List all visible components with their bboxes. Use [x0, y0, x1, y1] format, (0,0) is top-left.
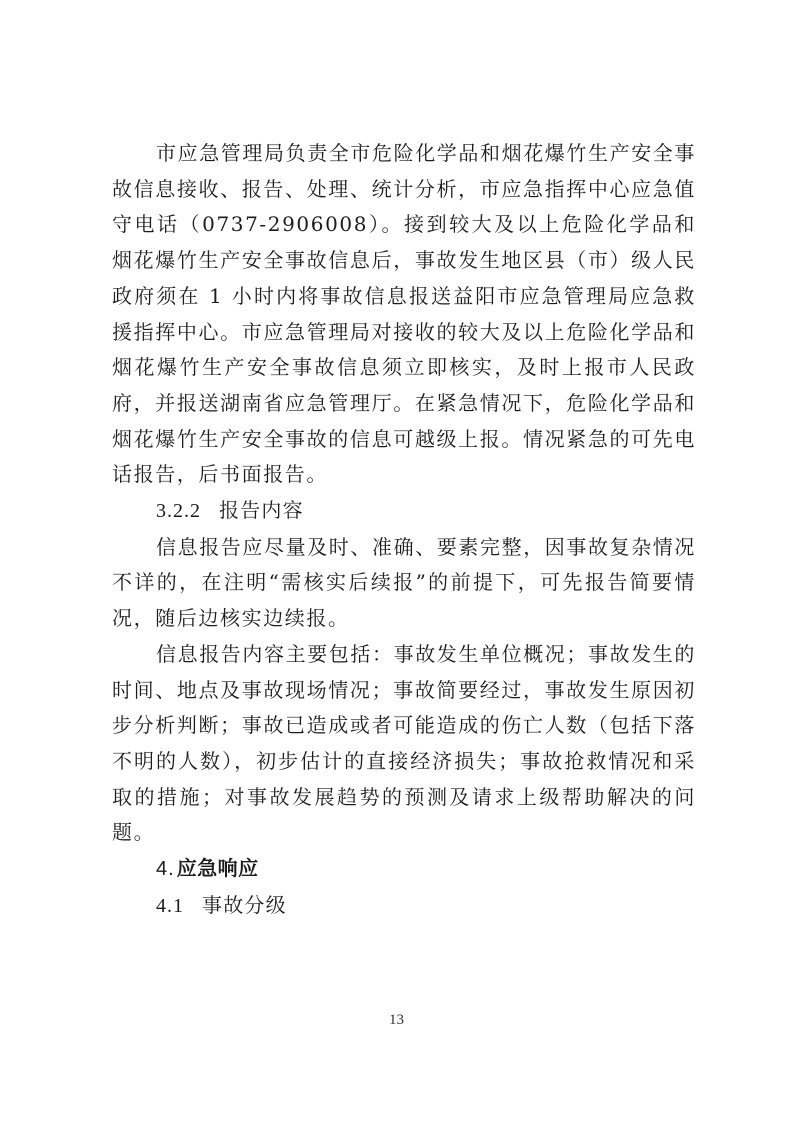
- paragraph-report-timeliness: 信息报告应尽量及时、准确、要素完整，因事故复杂情况不详的，在注明“需核实后续报”的前提下，可先报告简要情况，随后边核实边续报。: [112, 534, 696, 631]
- paragraph-report-content: 信息报告内容主要包括：事故发生单位概况；事故发生的时间、地点及事故现场情况；事故简要经过，事故发生原因初步分析判断；事故已造成或者可能造成的伤亡人数（包括下落不明的人数），初步估计的直接经济损失；事故抢救情况和采取的措施；对事故发展趋势的预测及请求上级帮助解决的问题。: [112, 641, 696, 845]
- document-body: [112, 136, 696, 924]
- section-heading-4: [112, 851, 696, 888]
- section-title: 应急响应: [176, 856, 259, 881]
- section-number: 4.: [156, 858, 175, 881]
- section-heading-3-2-2: [112, 493, 696, 530]
- paragraph-reporting-responsibility: 市应急管理局负责全市危险化学品和烟花爆竹生产安全事故信息接收、报告、处理、统计分析，市应急指挥中心应急值守电话（0737-2906008）。接到较大及以上危险化学品和烟花爆竹生产安全事故信息后，事故发生地区县（市）级人民政府须在 1 小时内将事故信息报送益阳市应急管理局应急救援指挥中心。市应急管理局对接收的较大及以上危险化学品和烟花爆竹生产安全事故信息须立即核实，及时上报市人民政府，并报送湖南省应急管理厅。在紧急情况下，危险化学品和烟花爆竹生产安全事故的信息可越级上报。情况紧急的可先电话报告，后书面报告。: [112, 141, 696, 487]
- section-number: 4.1: [156, 894, 184, 917]
- section-heading-4-1: [112, 888, 696, 925]
- section-title: 报告内容: [219, 498, 304, 523]
- section-title: 事故分级: [202, 892, 287, 917]
- section-number: 3.2.2: [156, 500, 201, 523]
- page-number: 13: [389, 1012, 404, 1028]
